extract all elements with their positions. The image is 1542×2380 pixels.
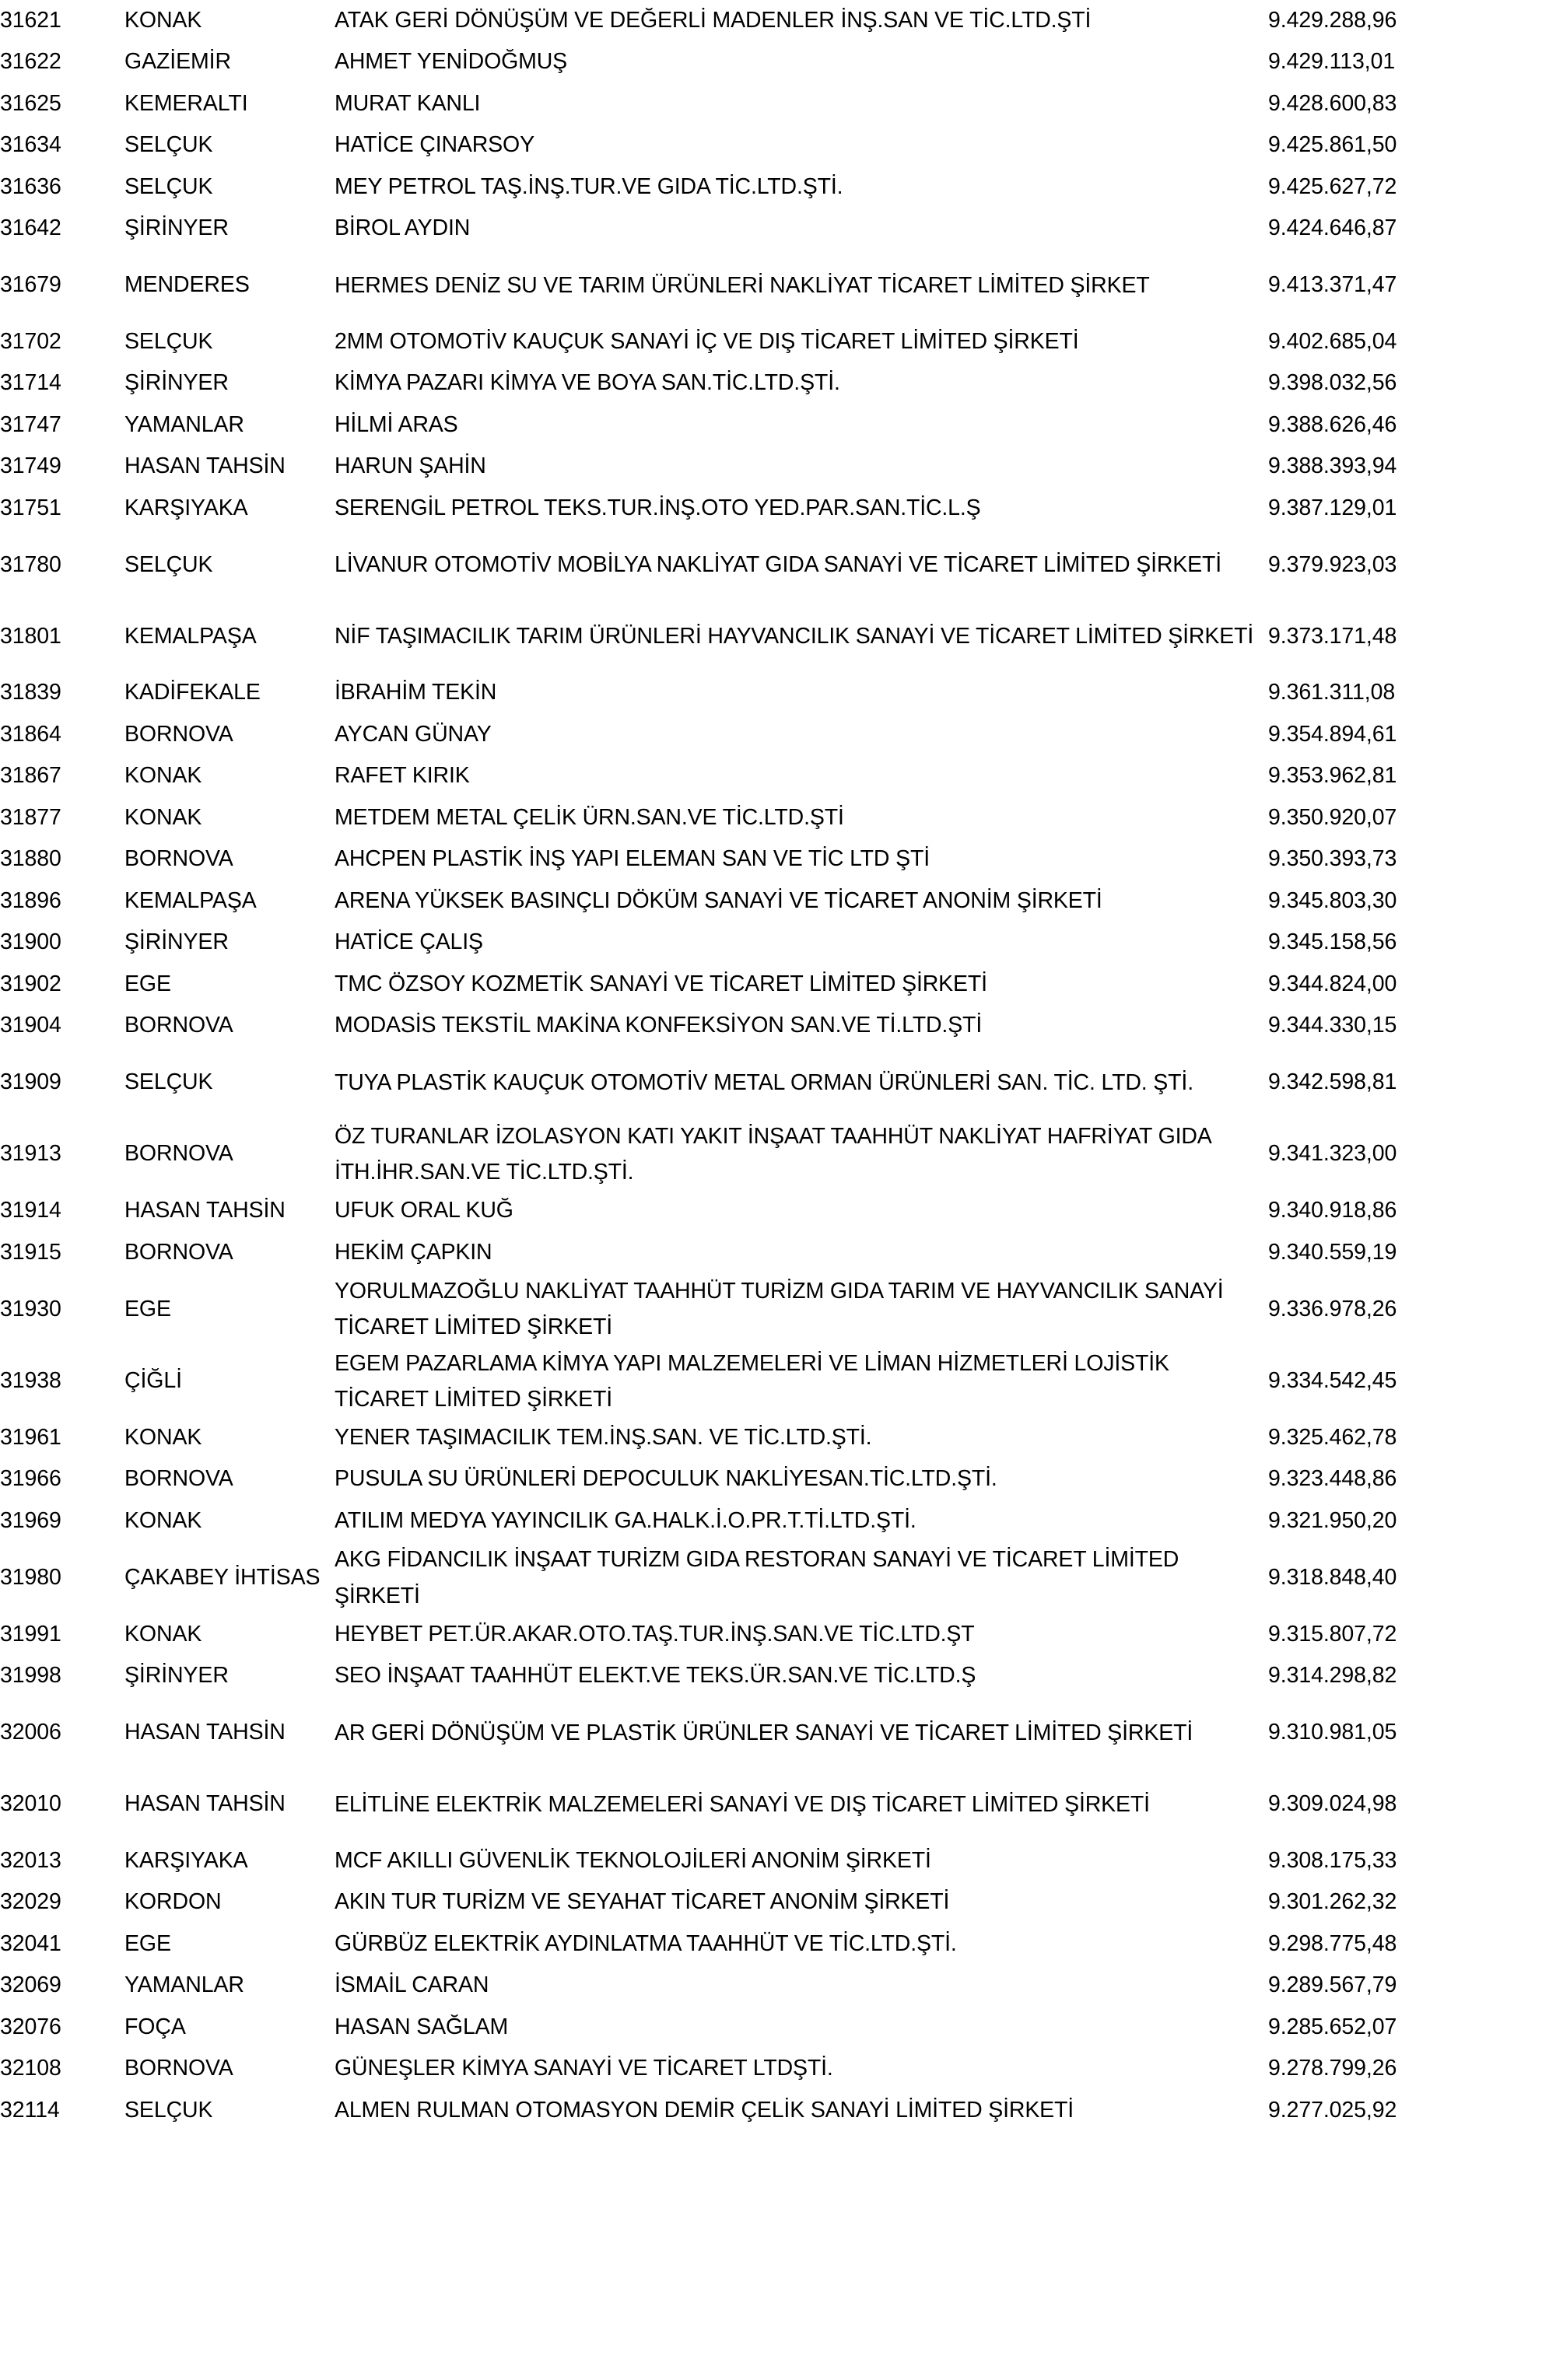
row-name: RAFET KIRIK: [335, 763, 470, 789]
row-district: KONAK: [124, 804, 202, 830]
row-id: 31702: [0, 328, 61, 354]
row-name: ELİTLİNE ELEKTRİK MALZEMELERİ SANAYİ VE DIŞ TİCARET LİMİTED ŞİRKETİ: [335, 1791, 1150, 1817]
row-id: 31980: [0, 1564, 61, 1590]
table-row: [0, 42, 1542, 84]
row-district: KORDON: [124, 1889, 222, 1915]
row-id: 31634: [0, 132, 61, 158]
row-amount: 9.321.950,20: [1268, 1507, 1397, 1533]
row-amount: 9.350.393,73: [1268, 846, 1397, 872]
table-row: [0, 125, 1542, 167]
table-row: [0, 321, 1542, 363]
row-district: KARŞIYAKA: [124, 495, 248, 520]
row-id: 31621: [0, 7, 61, 33]
row-id: 31780: [0, 551, 61, 577]
row-amount: 9.398.032,56: [1268, 370, 1397, 396]
table-row: [0, 1232, 1542, 1274]
table-row: [0, 2048, 1542, 2090]
row-id: 32076: [0, 2014, 61, 2039]
row-district: BORNOVA: [124, 1141, 233, 1167]
row-district: ÇAKABEY İHTİSAS: [124, 1564, 321, 1590]
row-district: ÇİĞLİ: [124, 1367, 182, 1393]
row-name: AKIN TUR TURİZM VE SEYAHAT TİCARET ANONİM ŞİRKETİ: [335, 1889, 950, 1915]
row-name: TMC ÖZSOY KOZMETİK SANAYİ VE TİCARET LİMİTED ŞİRKETİ: [335, 971, 987, 996]
row-id: 31839: [0, 680, 61, 705]
row-name: YORULMAZOĞLU NAKLİYAT TAAHHÜT TURİZM GIDA TARIM VE HAYVANCILIK SANAYİ TİCARET LİMİTED ŞİRKETİ: [335, 1279, 1224, 1340]
row-amount: 9.309.024,98: [1268, 1790, 1397, 1816]
row-id: 31914: [0, 1198, 61, 1223]
row-name: AKG FİDANCILIK İNŞAAT TURİZM GIDA RESTORAN SANAYİ VE TİCARET LİMİTED ŞİRKETİ: [335, 1547, 1179, 1608]
table-row: [0, 601, 1542, 673]
row-name: İBRAHİM TEKİN: [335, 680, 497, 705]
row-amount: 9.323.448,86: [1268, 1466, 1397, 1492]
row-amount: 9.353.962,81: [1268, 763, 1397, 789]
row-id: 31998: [0, 1663, 61, 1689]
row-district: GAZİEMİR: [124, 49, 231, 75]
row-id: 31904: [0, 1013, 61, 1038]
row-amount: 9.289.567,79: [1268, 1972, 1397, 1998]
row-amount: 9.308.175,33: [1268, 1847, 1397, 1873]
row-amount: 9.402.685,04: [1268, 328, 1397, 354]
row-district: KARŞIYAKA: [124, 1847, 248, 1873]
row-name: ATILIM MEDYA YAYINCILIK GA.HALK.İ.O.PR.T.Tİ.LTD.ŞTİ.: [335, 1507, 916, 1533]
row-amount: 9.277.025,92: [1268, 2097, 1397, 2123]
table-row: [0, 404, 1542, 446]
row-id: 31642: [0, 215, 61, 241]
row-name: ÖZ TURANLAR İZOLASYON KATI YAKIT İNŞAAT TAAHHÜT NAKLİYAT HAFRİYAT GIDA İTH.İHR.SAN.VE TİC.LTD.ŞTİ.: [335, 1124, 1211, 1185]
table-row: [0, 488, 1542, 530]
row-id: 31938: [0, 1367, 61, 1393]
row-id: 31966: [0, 1466, 61, 1492]
row-name: MODASİS TEKSTİL MAKİNA KONFEKSİYON SAN.VE Tİ.LTD.ŞTİ: [335, 1013, 983, 1038]
row-amount: 9.388.393,94: [1268, 453, 1397, 479]
table-row: [0, 1118, 1542, 1190]
row-district: BORNOVA: [124, 2056, 233, 2081]
row-district: BORNOVA: [124, 721, 233, 747]
row-amount: 9.314.298,82: [1268, 1663, 1397, 1689]
table-row: [0, 1655, 1542, 1697]
table-row: [0, 1923, 1542, 1965]
table-row: [0, 2007, 1542, 2049]
row-id: 32108: [0, 2056, 61, 2081]
row-amount: 9.341.323,00: [1268, 1141, 1397, 1167]
row-name: GÜRBÜZ ELEKTRİK AYDINLATMA TAAHHÜT VE TİC.LTD.ŞTİ.: [335, 1930, 957, 1956]
row-amount: 9.285.652,07: [1268, 2014, 1397, 2039]
row-name: AHCPEN PLASTİK İNŞ YAPI ELEMAN SAN VE TİC LTD ŞTİ: [335, 846, 930, 872]
row-amount: 9.301.262,32: [1268, 1889, 1397, 1915]
row-id: 31961: [0, 1424, 61, 1450]
row-id: 31625: [0, 90, 61, 116]
table-row: [0, 1273, 1542, 1345]
row-id: 32029: [0, 1889, 61, 1915]
row-amount: 9.361.311,08: [1268, 680, 1396, 705]
row-id: 32006: [0, 1719, 61, 1745]
row-amount: 9.354.894,61: [1268, 721, 1397, 747]
row-id: 31902: [0, 971, 61, 996]
row-district: FOÇA: [124, 2014, 186, 2039]
row-district: EGE: [124, 1930, 171, 1956]
table-row: [0, 1006, 1542, 1048]
row-amount: 9.413.371,47: [1268, 272, 1397, 298]
row-id: 31679: [0, 272, 61, 298]
row-amount: 9.388.626,46: [1268, 411, 1397, 437]
table-row: [0, 1047, 1542, 1118]
row-amount: 9.325.462,78: [1268, 1424, 1397, 1450]
row-district: KEMALPAŞA: [124, 623, 257, 649]
table-row: [0, 446, 1542, 488]
row-name: AYCAN GÜNAY: [335, 721, 492, 747]
row-name: ARENA YÜKSEK BASINÇLI DÖKÜM SANAYİ VE TİCARET ANONİM ŞİRKETİ: [335, 887, 1102, 913]
row-name: SERENGİL PETROL TEKS.TUR.İNŞ.OTO YED.PAR.SAN.TİC.L.Ş: [335, 495, 981, 520]
row-name: HARUN ŞAHİN: [335, 453, 486, 479]
row-name: PUSULA SU ÜRÜNLERİ DEPOCULUK NAKLİYESAN.TİC.LTD.ŞTİ.: [335, 1466, 997, 1492]
row-amount: 9.425.861,50: [1268, 132, 1397, 158]
table-row: [0, 880, 1542, 922]
row-amount: 9.428.600,83: [1268, 90, 1397, 116]
row-id: 31991: [0, 1621, 61, 1647]
row-district: ŞİRİNYER: [124, 929, 229, 955]
row-name: AHMET YENİDOĞMUŞ: [335, 49, 568, 75]
row-amount: 9.344.824,00: [1268, 971, 1397, 996]
row-district: BORNOVA: [124, 1466, 233, 1492]
row-name: KİMYA PAZARI KİMYA VE BOYA SAN.TİC.LTD.ŞTİ.: [335, 370, 840, 396]
row-amount: 9.379.923,03: [1268, 551, 1397, 577]
row-district: HASAN TAHSİN: [124, 1719, 286, 1745]
row-name: HERMES DENİZ SU VE TARIM ÜRÜNLERİ NAKLİYAT TİCARET LİMİTED ŞİRKET: [335, 272, 1150, 298]
row-id: 31801: [0, 623, 61, 649]
row-name: LİVANUR OTOMOTİV MOBİLYA NAKLİYAT GIDA SANAYİ VE TİCARET LİMİTED ŞİRKETİ: [335, 552, 1222, 578]
table-row: [0, 2090, 1542, 2132]
row-name: MCF AKILLI GÜVENLİK TEKNOLOJİLERİ ANONİM ŞİRKETİ: [335, 1847, 931, 1873]
row-district: KONAK: [124, 1621, 202, 1647]
row-name: 2MM OTOMOTİV KAUÇUK SANAYİ İÇ VE DIŞ TİCARET LİMİTED ŞİRKETİ: [335, 328, 1079, 354]
row-district: EGE: [124, 1296, 171, 1321]
row-district: YAMANLAR: [124, 411, 244, 437]
row-amount: 9.345.158,56: [1268, 929, 1397, 955]
row-id: 31747: [0, 411, 61, 437]
row-name: AR GERİ DÖNÜŞÜM VE PLASTİK ÜRÜNLER SANAYİ VE TİCARET LİMİTED ŞİRKETİ: [335, 1720, 1193, 1745]
row-amount: 9.429.113,01: [1268, 49, 1396, 75]
row-name: ALMEN RULMAN OTOMASYON DEMİR ÇELİK SANAYİ LİMİTED ŞİRKETİ: [335, 2097, 1074, 2123]
row-district: HASAN TAHSİN: [124, 1198, 286, 1223]
row-amount: 9.315.807,72: [1268, 1621, 1397, 1647]
row-amount: 9.336.978,26: [1268, 1296, 1397, 1321]
table-row: [0, 1965, 1542, 2007]
row-id: 31913: [0, 1141, 61, 1167]
row-district: SELÇUK: [124, 328, 213, 354]
row-id: 32114: [0, 2097, 60, 2123]
row-name: YENER TAŞIMACILIK TEM.İNŞ.SAN. VE TİC.LTD.ŞTİ.: [335, 1424, 872, 1450]
table-row: [0, 1346, 1542, 1417]
row-district: KEMALPAŞA: [124, 887, 257, 913]
row-name: ATAK GERİ DÖNÜŞÜM VE DEĞERLİ MADENLER İNŞ.SAN VE TİC.LTD.ŞTİ: [335, 7, 1092, 33]
row-district: SELÇUK: [124, 551, 213, 577]
table-row: [0, 1417, 1542, 1459]
row-amount: 9.350.920,07: [1268, 804, 1397, 830]
row-name: HASAN SAĞLAM: [335, 2014, 509, 2039]
row-amount: 9.310.981,05: [1268, 1719, 1397, 1745]
row-id: 31749: [0, 453, 61, 479]
table-row: [0, 166, 1542, 208]
table-row: [0, 250, 1542, 321]
row-id: 31867: [0, 763, 61, 789]
row-amount: 9.424.646,87: [1268, 215, 1397, 241]
row-district: KONAK: [124, 7, 202, 33]
table-row: [0, 756, 1542, 798]
row-amount: 9.340.918,86: [1268, 1198, 1397, 1223]
row-name: HEYBET PET.ÜR.AKAR.OTO.TAŞ.TUR.İNŞ.SAN.VE TİC.LTD.ŞT: [335, 1621, 975, 1647]
row-id: 31896: [0, 887, 61, 913]
row-district: HASAN TAHSİN: [124, 1790, 286, 1816]
row-amount: 9.340.559,19: [1268, 1239, 1397, 1265]
row-amount: 9.425.627,72: [1268, 173, 1397, 199]
row-name: HATİCE ÇALIŞ: [335, 929, 483, 955]
table-row: [0, 922, 1542, 964]
table-row: [0, 1458, 1542, 1500]
table-row: [0, 1881, 1542, 1923]
row-name: HEKİM ÇAPKIN: [335, 1239, 492, 1265]
row-district: BORNOVA: [124, 1013, 233, 1038]
row-district: SELÇUK: [124, 173, 213, 199]
row-district: SELÇUK: [124, 132, 213, 158]
table-row: [0, 714, 1542, 756]
row-amount: 9.318.848,40: [1268, 1564, 1397, 1590]
row-id: 31900: [0, 929, 61, 955]
row-district: SELÇUK: [124, 2097, 213, 2123]
table-row: [0, 530, 1542, 601]
row-name: SEO İNŞAAT TAAHHÜT ELEKT.VE TEKS.ÜR.SAN.VE TİC.LTD.Ş: [335, 1663, 976, 1689]
table-row: [0, 1190, 1542, 1232]
row-id: 31909: [0, 1069, 61, 1095]
row-district: MENDERES: [124, 272, 250, 298]
row-district: KADİFEKALE: [124, 680, 261, 705]
row-id: 31880: [0, 846, 61, 872]
row-amount: 9.278.799,26: [1268, 2056, 1397, 2081]
table-row: [0, 1542, 1542, 1613]
table-row: [0, 839, 1542, 881]
row-district: ŞİRİNYER: [124, 1663, 229, 1689]
row-district: KONAK: [124, 1507, 202, 1533]
table-row: [0, 1500, 1542, 1542]
row-name: METDEM METAL ÇELİK ÜRN.SAN.VE TİC.LTD.ŞTİ: [335, 804, 844, 830]
row-district: YAMANLAR: [124, 1972, 244, 1998]
table-row: [0, 1697, 1542, 1769]
row-amount: 9.334.542,45: [1268, 1367, 1397, 1393]
row-amount: 9.298.775,48: [1268, 1930, 1397, 1956]
row-id: 31877: [0, 804, 61, 830]
table-row: [0, 208, 1542, 250]
table-row: [0, 673, 1542, 715]
row-district: BORNOVA: [124, 1239, 233, 1265]
row-district: ŞİRİNYER: [124, 215, 229, 241]
row-id: 32041: [0, 1930, 61, 1956]
row-id: 32013: [0, 1847, 61, 1873]
row-district: EGE: [124, 971, 171, 996]
table-row: [0, 83, 1542, 125]
row-amount: 9.342.598,81: [1268, 1069, 1397, 1095]
row-amount: 9.344.330,15: [1268, 1013, 1397, 1038]
row-id: 32069: [0, 1972, 61, 1998]
row-id: 31636: [0, 173, 61, 199]
row-amount: 9.387.129,01: [1268, 495, 1397, 520]
table-row: [0, 1614, 1542, 1656]
row-id: 31864: [0, 721, 61, 747]
row-id: 31714: [0, 370, 61, 396]
row-id: 31930: [0, 1296, 61, 1321]
row-district: KEMERALTI: [124, 90, 248, 116]
row-district: ŞİRİNYER: [124, 370, 229, 396]
row-amount: 9.429.288,96: [1268, 7, 1397, 33]
row-name: UFUK ORAL KUĞ: [335, 1198, 513, 1223]
row-name: NİF TAŞIMACILIK TARIM ÜRÜNLERİ HAYVANCILIK SANAYİ VE TİCARET LİMİTED ŞİRKETİ: [335, 624, 1254, 649]
row-id: 31751: [0, 495, 61, 520]
row-district: SELÇUK: [124, 1069, 213, 1095]
row-name: EGEM PAZARLAMA KİMYA YAPI MALZEMELERİ VE LİMAN HİZMETLERİ LOJİSTİK TİCARET LİMİTED ŞİRKETİ: [335, 1350, 1169, 1412]
row-id: 31969: [0, 1507, 61, 1533]
row-district: BORNOVA: [124, 846, 233, 872]
table-row: [0, 1769, 1542, 1840]
row-name: HİLMİ ARAS: [335, 411, 458, 437]
table-row: [0, 797, 1542, 839]
row-name: İSMAİL CARAN: [335, 1972, 489, 1998]
row-district: HASAN TAHSİN: [124, 453, 286, 479]
row-id: 31622: [0, 49, 61, 75]
row-name: BİROL AYDIN: [335, 215, 471, 241]
table-row: [0, 1840, 1542, 1882]
table-row: [0, 363, 1542, 405]
row-name: MURAT KANLI: [335, 90, 481, 116]
row-name: TUYA PLASTİK KAUÇUK OTOMOTİV METAL ORMAN ÜRÜNLERİ SAN. TİC. LTD. ŞTİ.: [335, 1069, 1193, 1095]
row-district: KONAK: [124, 763, 202, 789]
table-row: [0, 0, 1542, 42]
row-name: MEY PETROL TAŞ.İNŞ.TUR.VE GIDA TİC.LTD.ŞTİ.: [335, 173, 843, 199]
row-name: HATİCE ÇINARSOY: [335, 132, 534, 158]
row-name: GÜNEŞLER KİMYA SANAYİ VE TİCARET LTDŞTİ.: [335, 2056, 833, 2081]
table-row: [0, 964, 1542, 1006]
row-id: 31915: [0, 1239, 61, 1265]
row-id: 32010: [0, 1790, 61, 1816]
row-amount: 9.345.803,30: [1268, 887, 1397, 913]
row-district: KONAK: [124, 1424, 202, 1450]
row-amount: 9.373.171,48: [1268, 623, 1397, 649]
